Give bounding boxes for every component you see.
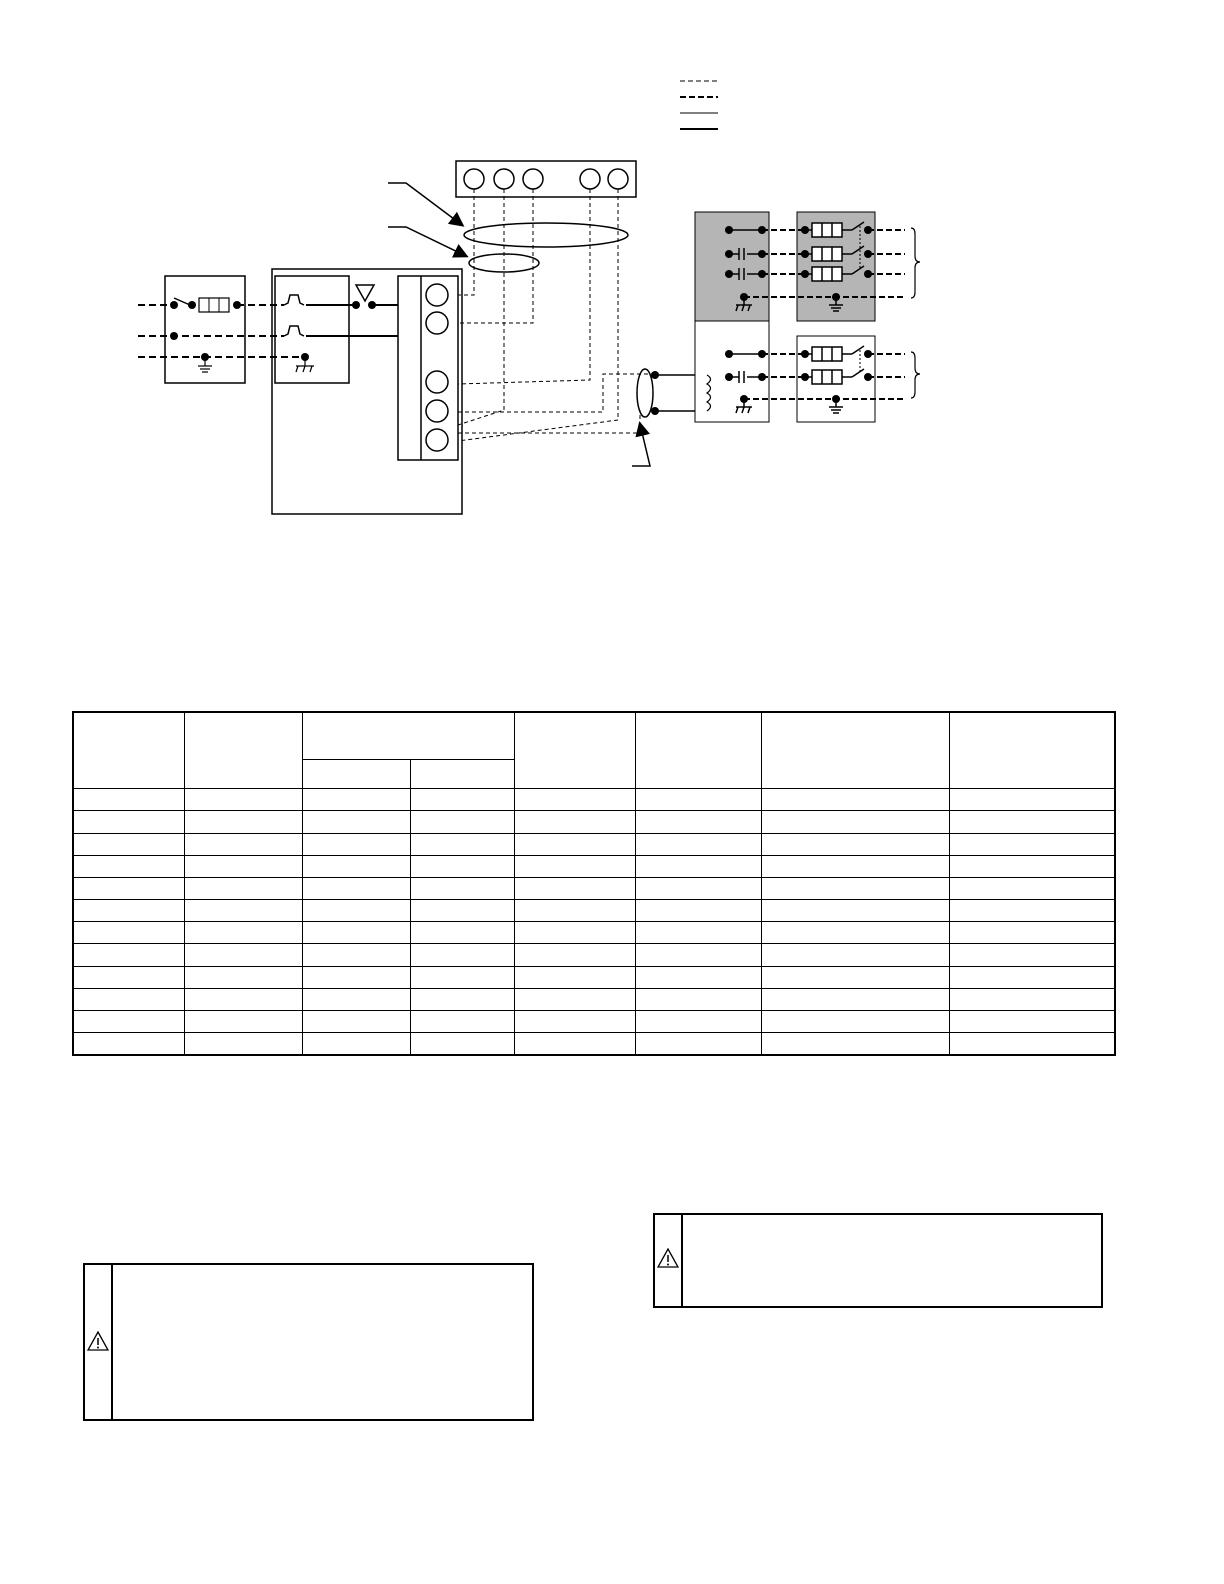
table-cell [761, 966, 949, 988]
table-cell [73, 877, 184, 899]
table-cell [635, 811, 761, 833]
table-subheader-cell [410, 759, 514, 788]
top-terminal-3 [523, 169, 543, 189]
table-cell [761, 855, 949, 877]
table-header-row [73, 712, 1115, 759]
contact-triangle-icon [356, 285, 374, 301]
unit-terminal-3 [426, 371, 448, 393]
table-cell [635, 900, 761, 922]
table-cell [514, 944, 635, 966]
table-cell [184, 966, 302, 988]
top-terminal-2 [494, 169, 514, 189]
pointer-arrow-small [388, 227, 466, 256]
table-cell [184, 855, 302, 877]
table-cell [184, 1033, 302, 1055]
table-cell [410, 944, 514, 966]
fuse-icon [199, 298, 229, 312]
warning-triangle-icon [87, 1331, 109, 1351]
table-cell [410, 922, 514, 944]
table-cell [73, 833, 184, 855]
table-cell [514, 811, 635, 833]
top-terminal-1 [464, 169, 484, 189]
table-row [73, 1033, 1115, 1055]
table-cell [302, 1033, 410, 1055]
top-terminal-5 [608, 169, 628, 189]
table-cell [184, 988, 302, 1010]
table-cell [761, 988, 949, 1010]
unit-terminal-4 [426, 400, 448, 422]
table-cell [761, 1011, 949, 1033]
table-header-cell [514, 712, 635, 789]
table-cell [761, 833, 949, 855]
table-cell [949, 966, 1115, 988]
table-cell [635, 966, 761, 988]
table-cell [184, 833, 302, 855]
brace-lower [911, 352, 920, 398]
table-cell [302, 966, 410, 988]
table-cell [514, 833, 635, 855]
table-cell [302, 944, 410, 966]
table-cell [635, 988, 761, 1010]
load-fuse-5 [812, 370, 842, 384]
table-cell [73, 1011, 184, 1033]
table-cell [949, 877, 1115, 899]
table-cell [635, 1033, 761, 1055]
table-cell [410, 833, 514, 855]
unit-box [272, 269, 462, 514]
table-row [73, 900, 1115, 922]
table-cell [635, 922, 761, 944]
table-cell [73, 988, 184, 1010]
table-cell [635, 877, 761, 899]
table-cell [73, 922, 184, 944]
table-row [73, 833, 1115, 855]
table-row [73, 1011, 1115, 1033]
table-subheader-cell [302, 759, 410, 788]
table-row [73, 944, 1115, 966]
table-cell [184, 944, 302, 966]
table-cell [949, 922, 1115, 944]
spec-table [72, 711, 1116, 1056]
table-row [73, 922, 1115, 944]
table-cell [949, 789, 1115, 811]
table-cell [514, 988, 635, 1010]
table-cell [949, 811, 1115, 833]
table-cell [635, 1011, 761, 1033]
load-panel [695, 212, 769, 422]
terminal-strip [398, 276, 458, 460]
table-cell [514, 966, 635, 988]
table-cell [514, 1033, 635, 1055]
table-cell [73, 900, 184, 922]
table-cell [761, 900, 949, 922]
brace-upper [911, 228, 920, 298]
table-row [73, 811, 1115, 833]
table-cell [514, 900, 635, 922]
table-cell [410, 877, 514, 899]
table-cell [761, 811, 949, 833]
table-cell [635, 833, 761, 855]
table-cell [514, 1011, 635, 1033]
top-terminal-4 [580, 169, 600, 189]
table-header-cell [184, 712, 302, 789]
table-header-cell [949, 712, 1115, 789]
wiring-diagram [0, 0, 1224, 560]
table-cell [184, 922, 302, 944]
unit-terminal-5 [426, 429, 448, 451]
table-cell [302, 922, 410, 944]
disconnect-box [165, 276, 245, 383]
table-cell [514, 877, 635, 899]
table-cell [302, 877, 410, 899]
table-cell [410, 988, 514, 1010]
table-cell [635, 789, 761, 811]
table-cell [514, 789, 635, 811]
table-cell [949, 944, 1115, 966]
table-cell [949, 988, 1115, 1010]
table-cell [949, 833, 1115, 855]
table-cell [949, 1011, 1115, 1033]
table-cell [949, 900, 1115, 922]
table-cell [949, 855, 1115, 877]
top-terminal-block [456, 161, 636, 197]
warning-box-left [83, 1263, 534, 1421]
table-group-header [302, 712, 514, 759]
table-header-cell [635, 712, 761, 789]
thermal-protector-icon-1 [284, 295, 304, 305]
table-cell [410, 855, 514, 877]
pointer-arrow-large [388, 183, 462, 225]
table-cell [73, 855, 184, 877]
table-row [73, 855, 1115, 877]
cable-bundle-large [464, 223, 628, 247]
table-cell [73, 1033, 184, 1055]
table-row [73, 988, 1115, 1010]
pointer-arrow-pair [632, 424, 650, 466]
unit-terminal-2 [426, 312, 448, 334]
table-cell [410, 966, 514, 988]
table-row [73, 966, 1115, 988]
table-cell [73, 811, 184, 833]
load-fuse-1 [812, 223, 842, 237]
table-cell [514, 855, 635, 877]
load-fuse-3 [812, 267, 842, 281]
table-cell [302, 833, 410, 855]
table-cell [410, 1033, 514, 1055]
table-cell [302, 900, 410, 922]
table-cell [302, 988, 410, 1010]
table-cell [761, 944, 949, 966]
table-cell [184, 900, 302, 922]
table-cell [302, 789, 410, 811]
warning-triangle-icon [657, 1248, 679, 1268]
table-cell [184, 877, 302, 899]
table-cell [73, 944, 184, 966]
unit-terminal-1 [426, 284, 448, 306]
table-cell [302, 811, 410, 833]
table-cell [73, 789, 184, 811]
thermal-protector-icon-2 [284, 326, 304, 336]
table-cell [761, 877, 949, 899]
table-row [73, 877, 1115, 899]
table-cell [302, 1011, 410, 1033]
line-legend [680, 81, 718, 129]
table-row [73, 789, 1115, 811]
table-cell [410, 1011, 514, 1033]
table-cell [635, 944, 761, 966]
table-cell [73, 966, 184, 988]
table-cell [184, 811, 302, 833]
table-cell [410, 811, 514, 833]
table-header-cell [73, 712, 184, 789]
table-cell [761, 922, 949, 944]
table-cell [184, 1011, 302, 1033]
table-cell [761, 1033, 949, 1055]
warning-strip [655, 1215, 683, 1306]
table-header-cell [761, 712, 949, 789]
warning-strip [85, 1265, 113, 1419]
load-fuse-2 [812, 247, 842, 261]
warning-box-right [653, 1213, 1103, 1308]
load-fuse-4 [812, 347, 842, 361]
table-cell [635, 855, 761, 877]
table-cell [184, 789, 302, 811]
table-cell [410, 789, 514, 811]
table-cell [302, 855, 410, 877]
table-cell [410, 900, 514, 922]
table-cell [761, 789, 949, 811]
table-cell [949, 1033, 1115, 1055]
table-cell [514, 922, 635, 944]
